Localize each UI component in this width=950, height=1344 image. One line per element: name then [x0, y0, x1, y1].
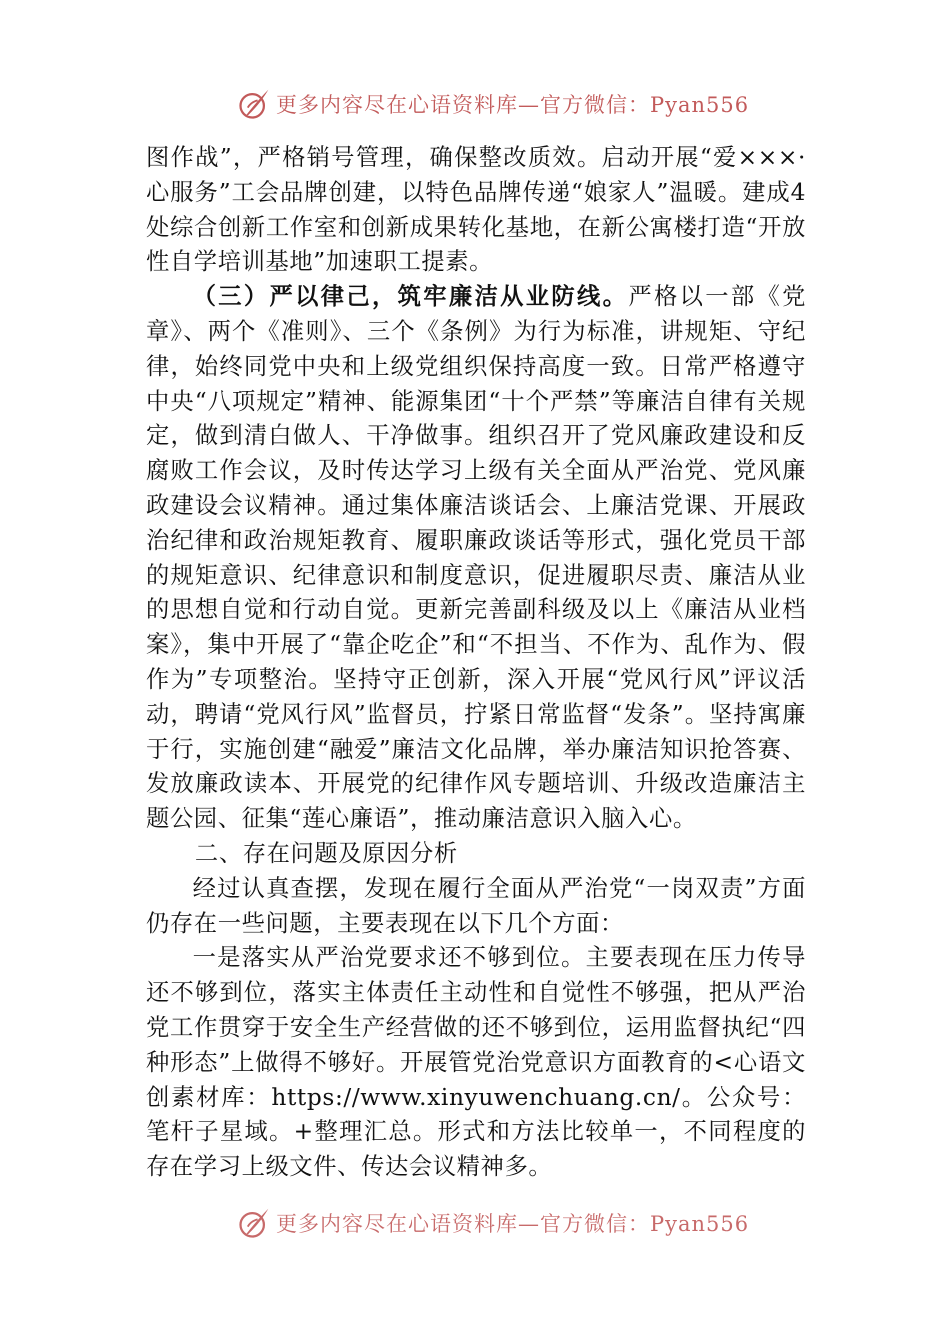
paragraph: 经过认真查摆，发现在履行全面从严治党“一岗双责”方面仍存在一些问题，主要表现在以下几个方面： [146, 874, 806, 937]
paragraph: 一是落实从严治党要求还不够到位。主要表现在压力传导还不够到位，落实主体责任主动性和自觉性不够强，把从严治党工作贯穿于安全生产经营做的还不够到位，运用监督执纪“四种形态”上做得不够好。开展管党治党意识方面教育的<心语文创素材库：https://www.xinyuwenchuang.cn/。公众号：笔杆子星域。+整理汇总。形式和方法比较单一，不同程度的存在学习上级文件、传达会议精神多。 [146, 944, 806, 1181]
watermark-text: 更多内容尽在心语资料库—官方微信：Pyan556 [276, 93, 750, 117]
paragraph-section-three [146, 280, 806, 837]
watermark-footer [236, 1203, 749, 1243]
watermark-text: 更多内容尽在心语资料库—官方微信：Pyan556 [276, 1212, 750, 1236]
paragraph: 图作战”，严格销号管理，确保整改质效。启动开展“爱×××·心服务”工会品牌创建，以特色品牌传递“娘家人”温暖。建成4处综合创新工作室和创新成果转化基地，在新公寓楼打造“开放性自学培训基地”加速职工提素。 [146, 144, 806, 276]
section-title: （三）严以律己，筑牢廉洁从业防线。 [192, 283, 629, 311]
section-heading: 二、存在问题及原因分析 [194, 839, 458, 867]
watermark-header [236, 84, 749, 124]
section-body: 严格以一部《党章》、两个《准则》、三个《条例》为行为标准，讲规矩、守纪律，始终同党中央和上级党组织保持高度一致。日常严格遵守中央“八项规定”精神、能源集团“十个严禁”等廉洁自律有关规定，做到清白做人、干净做事。组织召开了党风廉政建设和反腐败工作会议，及时传达学习上级有关全面从严治党、党风廉政建设会议精神。通过集体廉洁谈话会、上廉洁党课、开展政治纪律和政治规矩教育、履职廉政谈话等形式，强化党员干部的规矩意识、纪律意识和制度意识，促进履职尽责、廉洁从业的思想自觉和行动自觉。更新完善副科级及以上《廉洁从业档案》，集中开展了“靠企吃企”和“不担当、不作为、乱作为、假作为”专项整治。坚持守正创新，深入开展“党风行风”评议活动，聘请“党风行风”监督员，拧紧日常监督“发条”。坚持寓廉于行，实施创建“融爱”廉洁文化品牌，举办廉洁知识抢答赛、发放廉政读本、开展党的纪律作风专题培训、升级改造廉洁主题公园、征集“莲心廉语”，推动廉洁意识入脑入心。 [146, 283, 806, 833]
document-body [146, 141, 806, 1185]
quill-logo-icon [236, 86, 272, 122]
quill-logo-icon [236, 1205, 272, 1241]
